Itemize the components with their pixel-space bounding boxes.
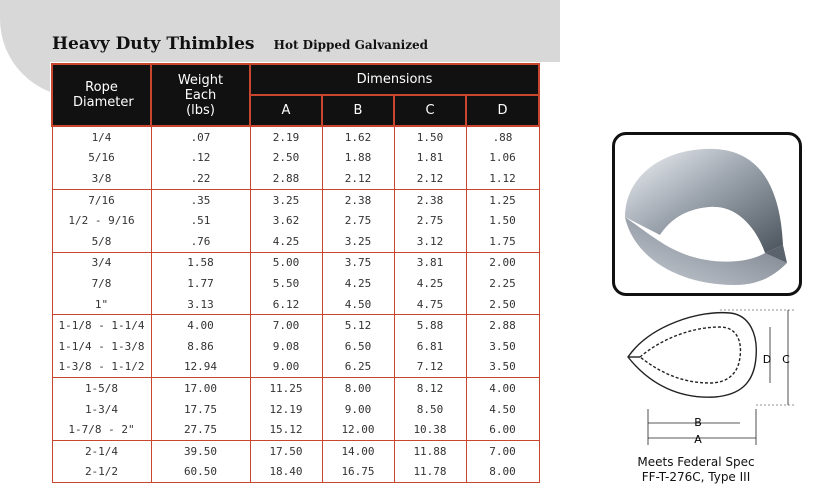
cell-dim-d: 6.00 [466,419,539,440]
cell-dim-c: 5.88 [394,315,466,336]
cell-rope-diameter: 1-3/8 - 1-1/2 [52,357,151,378]
table-row [52,378,539,399]
table-row [52,440,539,461]
cell-dim-d: 1.50 [466,210,539,231]
cell-weight: 60.50 [151,462,250,483]
diagram-label-c: C [782,353,790,366]
cell-rope-diameter: 7/8 [52,273,151,294]
cell-dim-a: 5.50 [250,273,322,294]
cell-dim-d: 7.00 [466,440,539,461]
cell-dim-b: 8.00 [322,378,394,399]
header-dim-b: B [322,95,394,126]
cell-dim-a: 9.08 [250,336,322,357]
cell-dim-c: 2.75 [394,210,466,231]
thimble-photo [612,132,802,296]
cell-dim-d: 1.75 [466,231,539,252]
thimble-dimension-diagram [620,305,810,453]
cell-dim-c: 6.81 [394,336,466,357]
cell-rope-diameter: 1-3/4 [52,399,151,420]
cell-dim-a: 11.25 [250,378,322,399]
cell-rope-diameter: 1-5/8 [52,378,151,399]
title-text: Heavy Duty Thimbles [52,34,255,54]
cell-weight: .07 [151,126,250,148]
cell-dim-c: 4.25 [394,273,466,294]
cell-dim-a: 7.00 [250,315,322,336]
cell-weight: .35 [151,189,250,210]
cell-weight: 1.58 [151,252,250,273]
cell-weight: 1.77 [151,273,250,294]
cell-dim-b: 16.75 [322,462,394,483]
table-row [52,189,539,210]
cell-dim-d: 2.88 [466,315,539,336]
cell-dim-b: 4.25 [322,273,394,294]
diagram-label-b: B [694,416,702,429]
cell-dim-a: 2.19 [250,126,322,148]
cell-dim-a: 2.50 [250,148,322,169]
cell-rope-diameter: 3/8 [52,168,151,189]
cell-dim-b: 6.25 [322,357,394,378]
cell-dim-d: 3.50 [466,357,539,378]
table-row [52,336,539,357]
cell-dim-c: 7.12 [394,357,466,378]
cell-dim-b: 9.00 [322,399,394,420]
cell-weight: 3.13 [151,294,250,315]
cell-weight: 17.00 [151,378,250,399]
table-row [52,252,539,273]
cell-rope-diameter: 1-1/8 - 1-1/4 [52,315,151,336]
cell-dim-a: 15.12 [250,419,322,440]
cell-dim-a: 4.25 [250,231,322,252]
table-row [52,357,539,378]
cell-dim-d: 1.25 [466,189,539,210]
cell-rope-diameter: 1-7/8 - 2" [52,419,151,440]
cell-dim-d: 4.00 [466,378,539,399]
cell-weight: 8.86 [151,336,250,357]
cell-weight: 17.75 [151,399,250,420]
cell-dim-b: 5.12 [322,315,394,336]
cell-dim-b: 1.62 [322,126,394,148]
cell-dim-c: 1.50 [394,126,466,148]
cell-weight: 27.75 [151,419,250,440]
header-weight: Weight Each (lbs) [151,64,250,126]
cell-dim-c: 8.12 [394,378,466,399]
table-row [52,462,539,483]
cell-dim-a: 18.40 [250,462,322,483]
cell-rope-diameter: 7/16 [52,189,151,210]
inner-outline [640,327,740,383]
table-row [52,419,539,440]
cell-dim-c: 3.12 [394,231,466,252]
cell-rope-diameter: 5/16 [52,148,151,169]
cell-dim-d: 2.25 [466,273,539,294]
cell-rope-diameter: 1/2 - 9/16 [52,210,151,231]
cell-dim-b: 3.25 [322,231,394,252]
cell-weight: 39.50 [151,440,250,461]
page-title [52,34,428,54]
thimble-spec-table [51,63,540,483]
table-row [52,399,539,420]
cell-rope-diameter: 2-1/2 [52,462,151,483]
table-row [52,294,539,315]
cell-dim-b: 3.75 [322,252,394,273]
header-dim-d: D [466,95,539,126]
cell-dim-d: .88 [466,126,539,148]
cell-dim-a: 3.62 [250,210,322,231]
cell-dim-d: 8.00 [466,462,539,483]
cell-weight: .12 [151,148,250,169]
cell-dim-b: 12.00 [322,419,394,440]
table-row [52,315,539,336]
cell-dim-a: 17.50 [250,440,322,461]
cell-rope-diameter: 2-1/4 [52,440,151,461]
cell-dim-a: 3.25 [250,189,322,210]
cell-weight: .51 [151,210,250,231]
cell-dim-d: 3.50 [466,336,539,357]
cell-weight: .22 [151,168,250,189]
cell-dim-d: 1.12 [466,168,539,189]
table-row [52,168,539,189]
cell-dim-a: 6.12 [250,294,322,315]
cell-dim-c: 2.38 [394,189,466,210]
cell-dim-c: 3.81 [394,252,466,273]
table-row [52,273,539,294]
cell-rope-diameter: 1" [52,294,151,315]
cell-dim-d: 2.50 [466,294,539,315]
header-dim-c: C [394,95,466,126]
cell-dim-d: 4.50 [466,399,539,420]
cell-dim-b: 4.50 [322,294,394,315]
cell-dim-a: 5.00 [250,252,322,273]
cell-dim-a: 2.88 [250,168,322,189]
table-row [52,210,539,231]
cell-dim-b: 14.00 [322,440,394,461]
cell-dim-d: 1.06 [466,148,539,169]
cell-dim-b: 6.50 [322,336,394,357]
cell-dim-a: 12.19 [250,399,322,420]
header-dim-a: A [250,95,322,126]
cell-dim-c: 10.38 [394,419,466,440]
cell-rope-diameter: 1-1/4 - 1-3/8 [52,336,151,357]
outer-outline [628,313,756,398]
cell-dim-d: 2.00 [466,252,539,273]
header-dimensions: Dimensions [250,64,539,95]
table-row [52,148,539,169]
cell-dim-b: 1.88 [322,148,394,169]
diagram-label-d: D [762,353,772,366]
caption-line-2: FF-T-276C, Type III [641,470,751,484]
cell-dim-c: 8.50 [394,399,466,420]
federal-spec-caption [622,455,770,485]
caption-line-1: Meets Federal Spec [637,455,755,469]
subtitle-text: Hot Dipped Galvanized [273,38,429,52]
cell-dim-b: 2.75 [322,210,394,231]
cell-weight: 4.00 [151,315,250,336]
cell-dim-c: 4.75 [394,294,466,315]
diagram-label-a: A [694,433,702,446]
header-rope-diameter: Rope Diameter [52,64,151,126]
cell-rope-diameter: 5/8 [52,231,151,252]
cell-dim-c: 1.81 [394,148,466,169]
cell-weight: .76 [151,231,250,252]
table-row [52,126,539,148]
cell-rope-diameter: 1/4 [52,126,151,148]
cell-dim-a: 9.00 [250,357,322,378]
cell-dim-b: 2.12 [322,168,394,189]
thimble-photo-image [615,135,799,293]
cell-dim-c: 11.88 [394,440,466,461]
table-row [52,231,539,252]
cell-dim-b: 2.38 [322,189,394,210]
cell-rope-diameter: 3/4 [52,252,151,273]
cell-weight: 12.94 [151,357,250,378]
cell-dim-c: 2.12 [394,168,466,189]
cell-dim-c: 11.78 [394,462,466,483]
